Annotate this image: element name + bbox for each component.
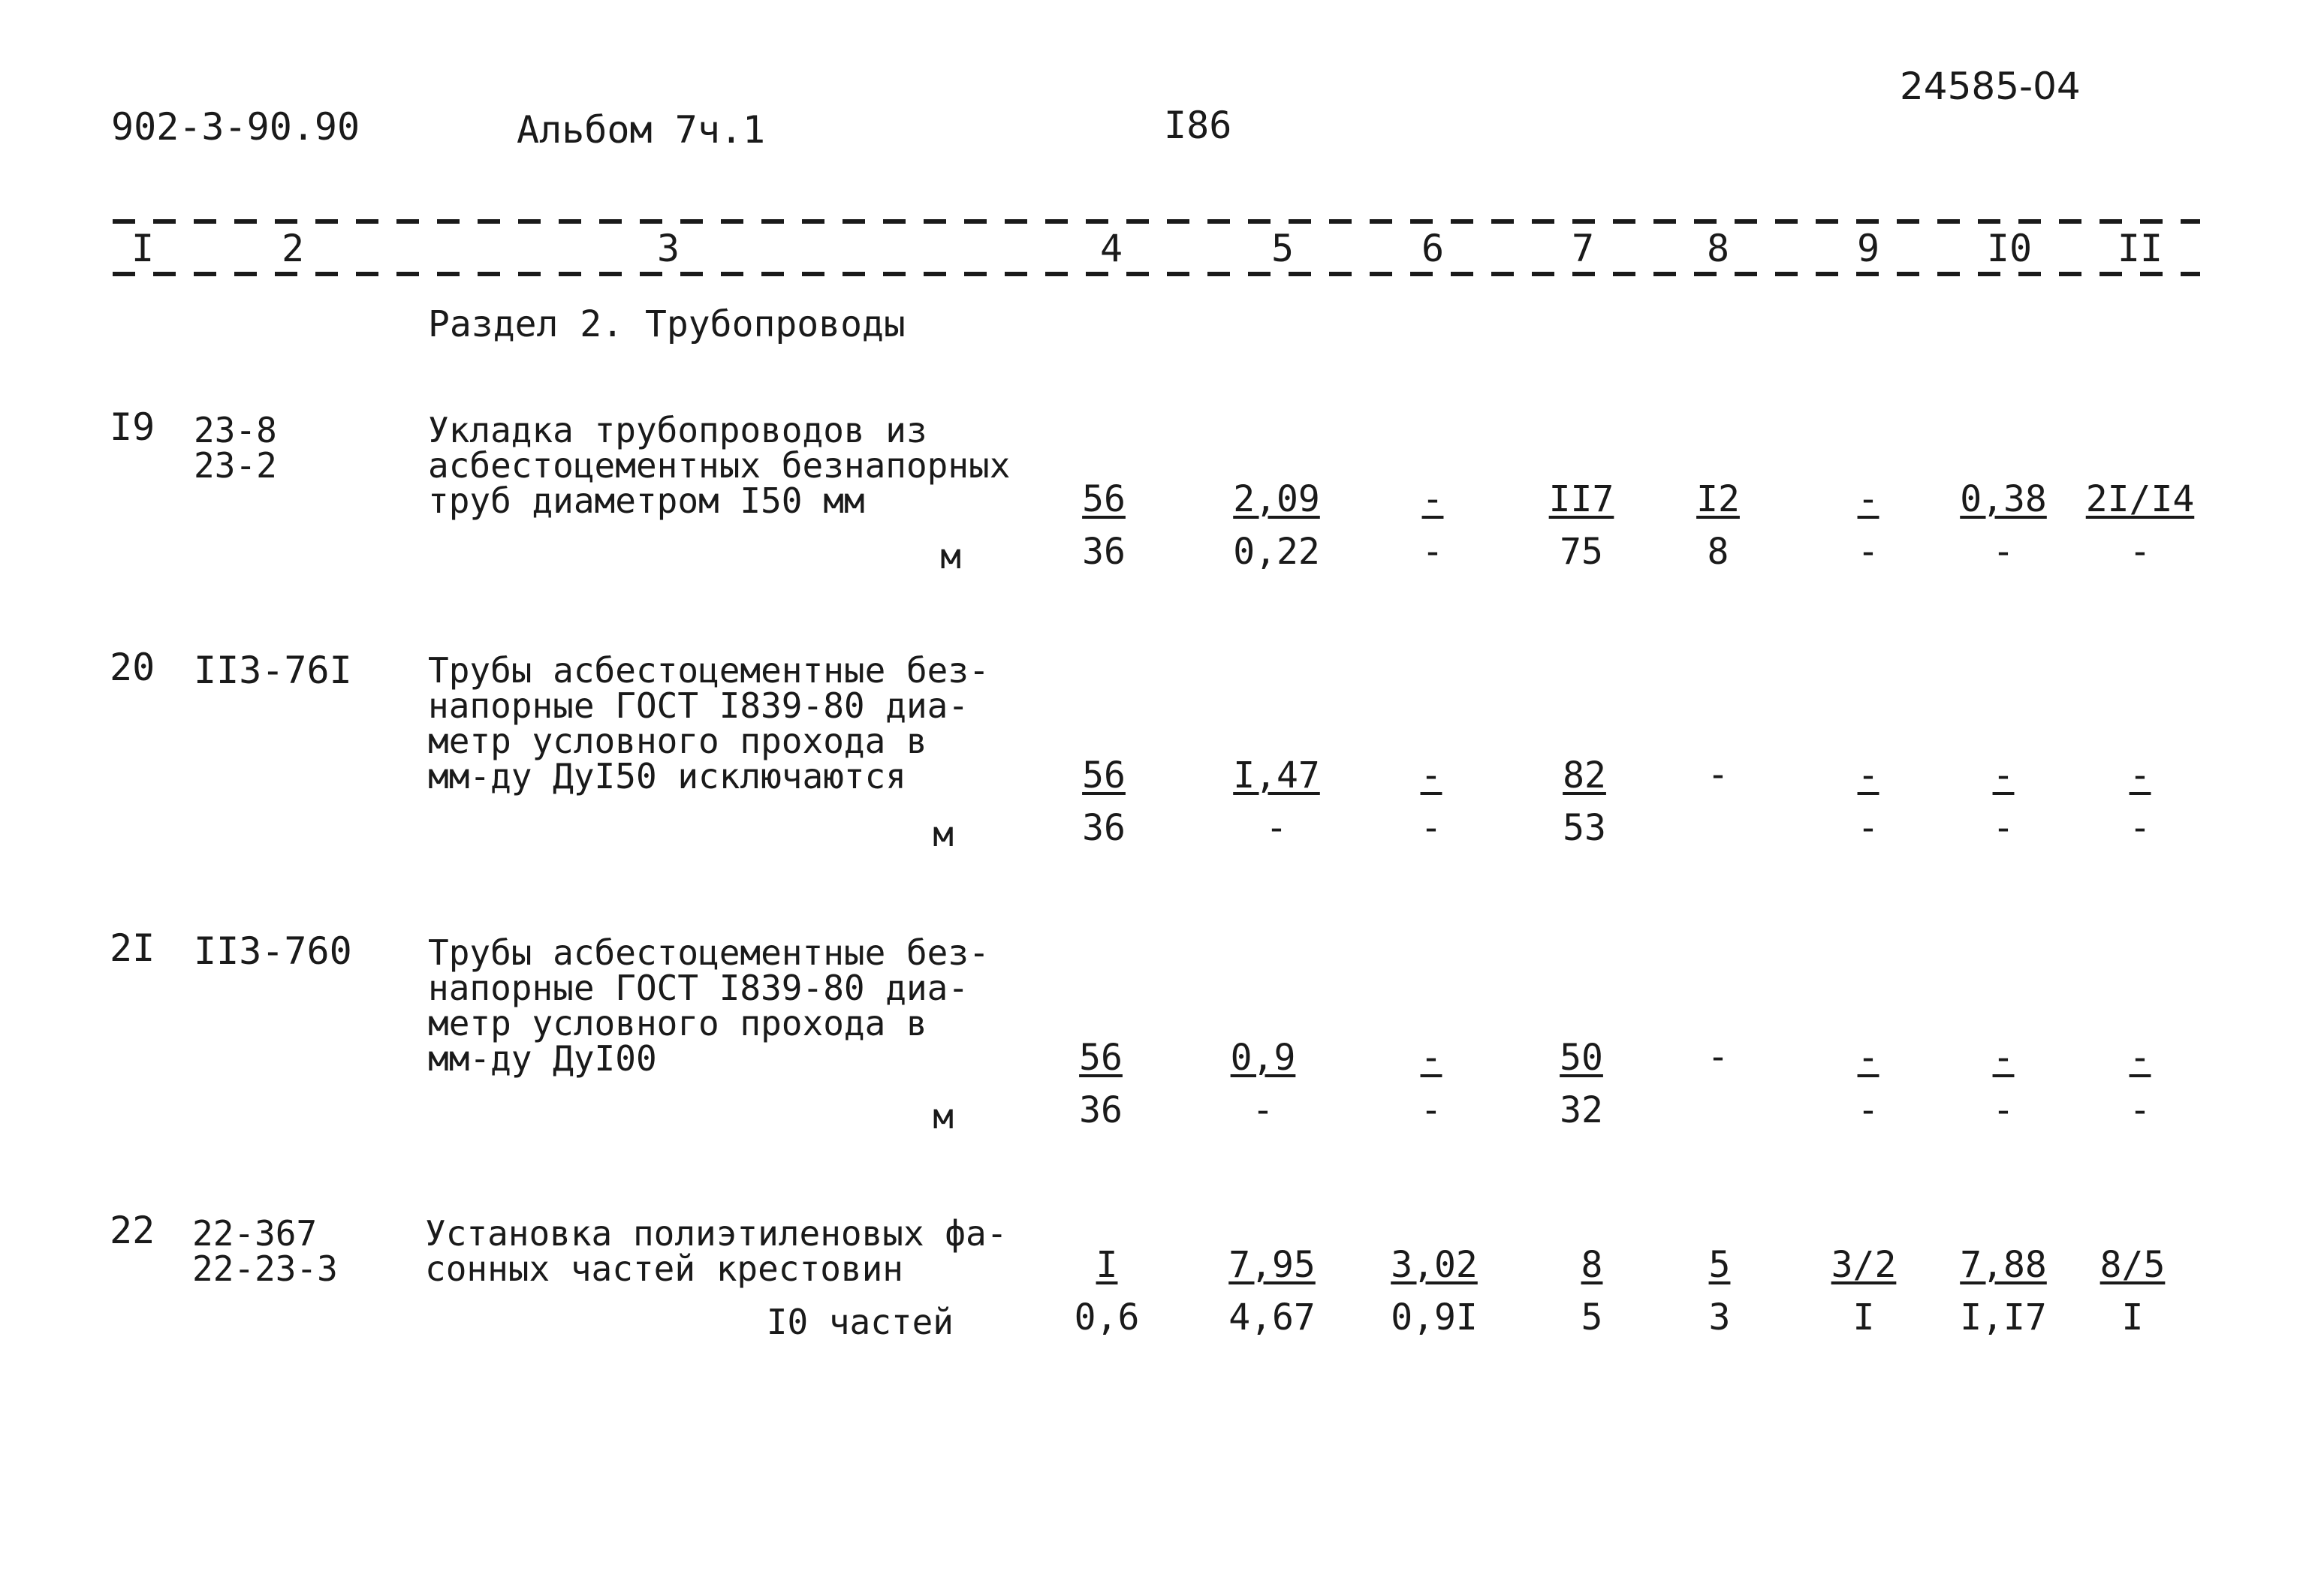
value-bottom: - bbox=[1252, 1089, 1274, 1131]
value-bottom: - bbox=[1420, 807, 1442, 849]
col-header-1: I bbox=[131, 227, 155, 270]
row-code: II3-760 bbox=[194, 929, 352, 973]
col-header-2: 2 bbox=[281, 227, 305, 270]
value-bottom: 0,6 bbox=[1074, 1296, 1140, 1339]
col-header-8: 8 bbox=[1706, 227, 1730, 270]
value-top: 3,02 bbox=[1391, 1244, 1478, 1286]
value-top: - bbox=[1857, 478, 1879, 520]
row-unit: м bbox=[933, 814, 954, 854]
value-cell bbox=[1021, 749, 1186, 854]
value-bottom: I bbox=[2121, 1296, 2144, 1339]
value-bottom: 8 bbox=[1707, 531, 1729, 573]
value-top: - bbox=[1857, 1037, 1879, 1079]
row-description: напорные ГОСТ I839-80 диа- bbox=[428, 685, 969, 726]
col-header-9: 9 bbox=[1856, 227, 1880, 270]
header-bottom-rule bbox=[113, 272, 2200, 276]
value-top: 56 bbox=[1079, 1037, 1123, 1079]
row-description: Укладка трубопроводов из bbox=[428, 410, 927, 450]
row-description: мм-ду ДуI50 исключаются bbox=[428, 756, 906, 796]
row-description: труб диаметром I50 мм bbox=[428, 480, 865, 521]
value-top: 50 bbox=[1560, 1037, 1603, 1079]
value-cell bbox=[1021, 473, 1186, 578]
row-description: Трубы асбестоцементные без- bbox=[428, 932, 990, 973]
value-cell bbox=[1352, 1239, 1517, 1344]
value-top: 8/5 bbox=[2100, 1244, 2166, 1286]
document-code: 902-3-90.90 bbox=[111, 105, 360, 149]
value-top: 5 bbox=[1708, 1244, 1731, 1286]
value-bottom: - bbox=[1992, 1089, 2015, 1131]
row-unit: м bbox=[940, 536, 961, 577]
value-top: 7,95 bbox=[1228, 1244, 1316, 1286]
row-unit: I0 частей bbox=[766, 1302, 954, 1342]
value-bottom: - bbox=[1857, 531, 1879, 573]
row-description: асбестоцементных безнапорных bbox=[428, 445, 1011, 486]
value-cell bbox=[1194, 473, 1359, 578]
value-bottom: 75 bbox=[1560, 531, 1603, 573]
col-header-6: 6 bbox=[1421, 227, 1445, 270]
value-top: II7 bbox=[1548, 478, 1614, 520]
value-cell bbox=[1180, 1031, 1346, 1137]
value-top: - bbox=[2129, 754, 2151, 796]
value-cell bbox=[1349, 749, 1514, 854]
value-top: - bbox=[2129, 1037, 2151, 1079]
row-number: 2I bbox=[110, 926, 155, 970]
value-bottom: - bbox=[2129, 807, 2151, 849]
value-bottom: 36 bbox=[1082, 807, 1126, 849]
row-number: 22 bbox=[110, 1209, 155, 1252]
value-bottom: - bbox=[1857, 1089, 1879, 1131]
header-top-rule bbox=[113, 219, 2200, 224]
row-code: 22-23-3 bbox=[192, 1248, 338, 1289]
value-top: 7,88 bbox=[1960, 1244, 2047, 1286]
value-bottom: - bbox=[1992, 807, 2015, 849]
col-header-11: II bbox=[2117, 227, 2163, 270]
value-top: - bbox=[1992, 754, 2015, 796]
row-unit: м bbox=[933, 1096, 954, 1137]
value-top: 3/2 bbox=[1831, 1244, 1897, 1286]
value-bottom: 4,67 bbox=[1228, 1296, 1316, 1339]
col-header-4: 4 bbox=[1099, 227, 1123, 270]
value-cell bbox=[1635, 473, 1801, 578]
value-cell bbox=[1024, 1239, 1189, 1344]
value-top: I bbox=[1096, 1244, 1118, 1286]
row-number: I9 bbox=[110, 405, 155, 449]
value-cell bbox=[1194, 749, 1359, 854]
value-cell bbox=[2057, 1031, 2223, 1137]
value-top: - bbox=[1421, 478, 1444, 520]
row-description: метр условного прохода в bbox=[428, 1003, 927, 1043]
col-header-5: 5 bbox=[1271, 227, 1295, 270]
value-top: 56 bbox=[1082, 478, 1126, 520]
row-code: 23-2 bbox=[194, 445, 277, 486]
value-bottom: - bbox=[1857, 807, 1879, 849]
value-bottom: 36 bbox=[1079, 1089, 1123, 1131]
row-description: Трубы асбестоцементные без- bbox=[428, 650, 990, 691]
value-bottom: I,I7 bbox=[1960, 1296, 2047, 1339]
value-top: - bbox=[1420, 754, 1442, 796]
value-bottom: - bbox=[1265, 807, 1288, 849]
value-bottom: 0,9I bbox=[1391, 1296, 1478, 1339]
value-bottom: - bbox=[2129, 531, 2151, 573]
section-title: Раздел 2. Трубопроводы bbox=[428, 303, 906, 345]
col-header-10: I0 bbox=[1986, 227, 2033, 270]
row-description: мм-ду ДуI00 bbox=[428, 1038, 657, 1079]
value-bottom: - bbox=[1420, 1089, 1442, 1131]
value-top: - bbox=[1992, 1037, 2015, 1079]
value-top: 0,38 bbox=[1960, 478, 2047, 520]
value-bottom: 53 bbox=[1563, 807, 1606, 849]
value-cell bbox=[1018, 1031, 1183, 1137]
value-bottom: I bbox=[1852, 1296, 1875, 1339]
value-top: 2I/I4 bbox=[2085, 478, 2195, 520]
value-single: - bbox=[1707, 754, 1729, 796]
row-number: 20 bbox=[110, 646, 155, 689]
value-cell bbox=[1349, 1031, 1514, 1137]
value-cell bbox=[2057, 473, 2223, 578]
value-cell bbox=[2050, 1239, 2215, 1344]
value-cell bbox=[1189, 1239, 1355, 1344]
value-bottom: - bbox=[2129, 1089, 2151, 1131]
value-top: 82 bbox=[1563, 754, 1606, 796]
page-number: I86 bbox=[1164, 104, 1232, 147]
value-bottom: - bbox=[1421, 531, 1444, 573]
value-bottom: 3 bbox=[1708, 1296, 1731, 1339]
value-bottom: - bbox=[1992, 531, 2015, 573]
row-code: 22-367 bbox=[192, 1213, 318, 1254]
col-header-7: 7 bbox=[1571, 227, 1595, 270]
row-code: II3-76I bbox=[194, 649, 352, 692]
album-label: Альбом 7ч.1 bbox=[517, 108, 766, 152]
value-top: I,47 bbox=[1233, 754, 1320, 796]
row-description: метр условного прохода в bbox=[428, 721, 927, 761]
row-description: напорные ГОСТ I839-80 диа- bbox=[428, 968, 969, 1008]
value-top: - bbox=[1857, 754, 1879, 796]
value-top: 56 bbox=[1082, 754, 1126, 796]
row-description: сонных частей крестовин bbox=[425, 1248, 903, 1289]
value-top: 0,9 bbox=[1230, 1037, 1296, 1079]
value-cell bbox=[1350, 473, 1515, 578]
col-header-3: 3 bbox=[656, 227, 680, 270]
archive-stamp: 24585-04 bbox=[1900, 65, 2081, 108]
value-bottom: 32 bbox=[1560, 1089, 1603, 1131]
value-bottom: 0,22 bbox=[1233, 531, 1320, 573]
value-bottom: 36 bbox=[1082, 531, 1126, 573]
value-cell bbox=[2057, 749, 2223, 854]
value-bottom: 5 bbox=[1581, 1296, 1603, 1339]
value-top: I2 bbox=[1696, 478, 1740, 520]
row-description: Установка полиэтиленовых фа- bbox=[425, 1213, 1008, 1254]
value-top: 2,09 bbox=[1233, 478, 1320, 520]
value-single: - bbox=[1707, 1036, 1729, 1078]
value-cell bbox=[1637, 1239, 1802, 1344]
value-top: - bbox=[1420, 1037, 1442, 1079]
value-top: 8 bbox=[1581, 1244, 1603, 1286]
row-code: 23-8 bbox=[194, 410, 277, 450]
